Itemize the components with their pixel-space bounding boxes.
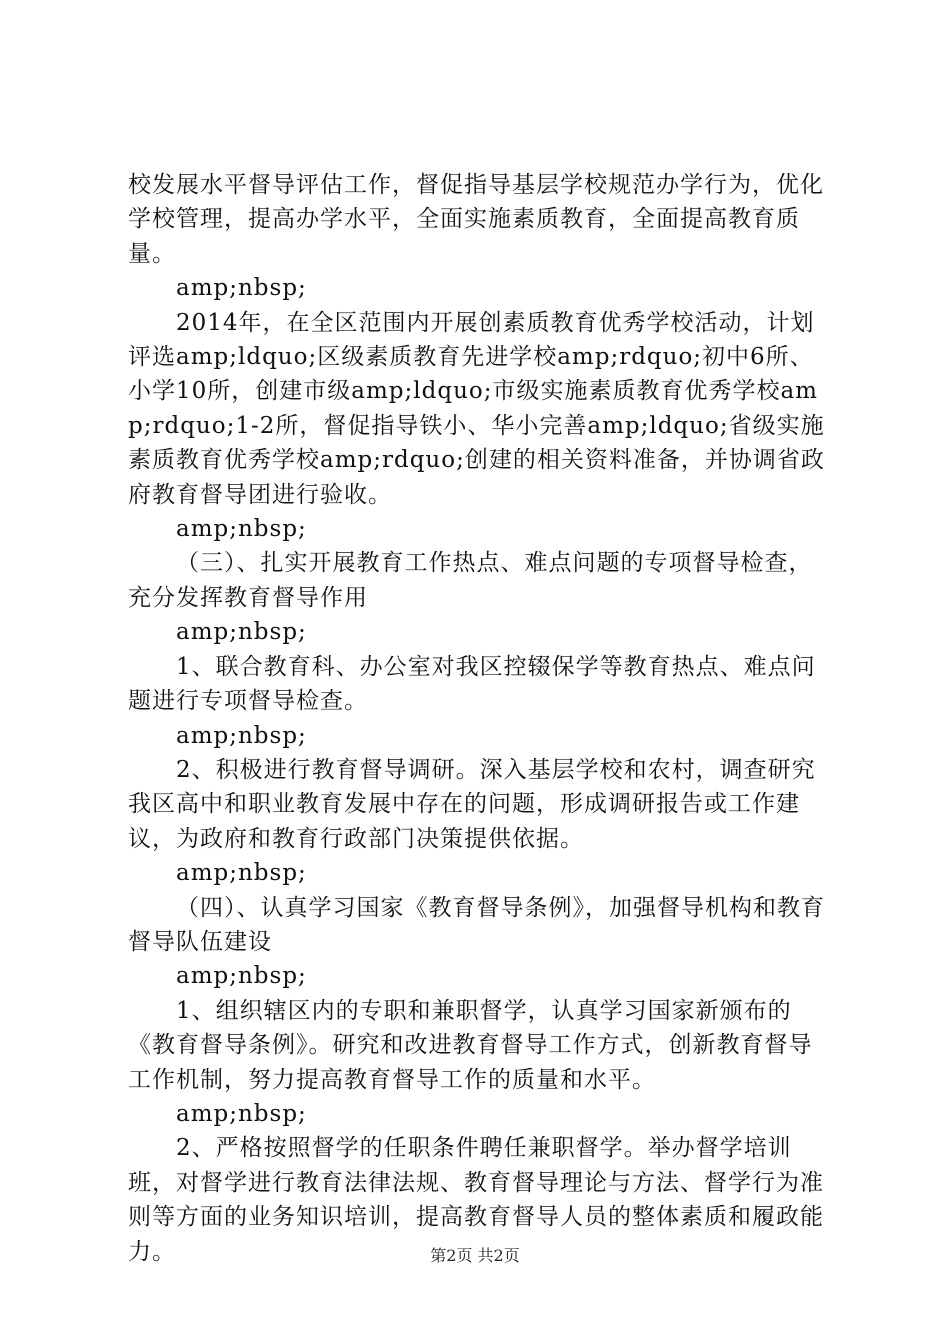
list-item-4-2: 2、严格按照督学的任职条件聘任兼职督学。举办督学培训班，对督学进行教育法律法规、教育督导理论与方法、督学行为准则等方面的业务知识培训，提高教育督导人员的整体素质和履政能力。 <box>128 1135 824 1265</box>
paragraph-spacer: amp;nbsp; <box>176 275 307 302</box>
paragraph-spacer: amp;nbsp; <box>176 516 307 543</box>
document-body <box>128 168 833 1269</box>
paragraph-spacer: amp;nbsp; <box>176 860 307 887</box>
paragraph-spacer: amp;nbsp; <box>176 1100 307 1127</box>
paragraph-spacer: amp;nbsp; <box>176 619 307 646</box>
list-item-3-2: 2、积极进行教育督导调研。深入基层学校和农村，调查研究我区高中和职业教育发展中存在的问题，形成调研报告或工作建议，为政府和教育行政部门决策提供依据。 <box>128 756 816 852</box>
list-item-4-1: 1、组织辖区内的专职和兼职督学，认真学习国家新颁布的《教育督导条例》。研究和改进教育督导工作方式，创新教育督导工作机制，努力提高教育督导工作的质量和水平。 <box>128 997 813 1093</box>
list-item-3-1: 1、联合教育科、办公室对我区控辍保学等教育热点、难点问题进行专项督导检查。 <box>128 653 816 715</box>
page-footer <box>0 1243 950 1266</box>
paragraph-spacer: amp;nbsp; <box>176 963 307 990</box>
section-heading-4: （四）、认真学习国家《教育督导条例》，加强督导机构和教育督导队伍建设 <box>128 894 825 955</box>
paragraph-continuation: 校发展水平督导评估工作，督促指导基层学校规范办学行为，优化学校管理，提高办学水平，全面实施素质教育，全面提高教育质量。 <box>128 172 824 267</box>
section-heading-3: （三）、扎实开展教育工作热点、难点问题的专项督导检查，充分发挥教育督导作用 <box>128 550 813 611</box>
paragraph-spacer: amp;nbsp; <box>176 722 307 749</box>
paragraph-2014-plan: 2014年，在全区范围内开展创素质教育优秀学校活动，计划评选amp;ldquo;区级素质教育先进学校amp;rdquo;初中6所、小学10所，创建市级amp;ldquo;市级实施素质教育优秀学校amp;rdquo;1-2所，督促指导铁小、华小完善amp;ldquo;省级实施素质教育优秀学校amp;rdquo;创建的相关资料准备，并协调省政府教育督导团进行验收。 <box>128 309 825 508</box>
page-number-label: 第2页 共2页 <box>430 1246 520 1265</box>
